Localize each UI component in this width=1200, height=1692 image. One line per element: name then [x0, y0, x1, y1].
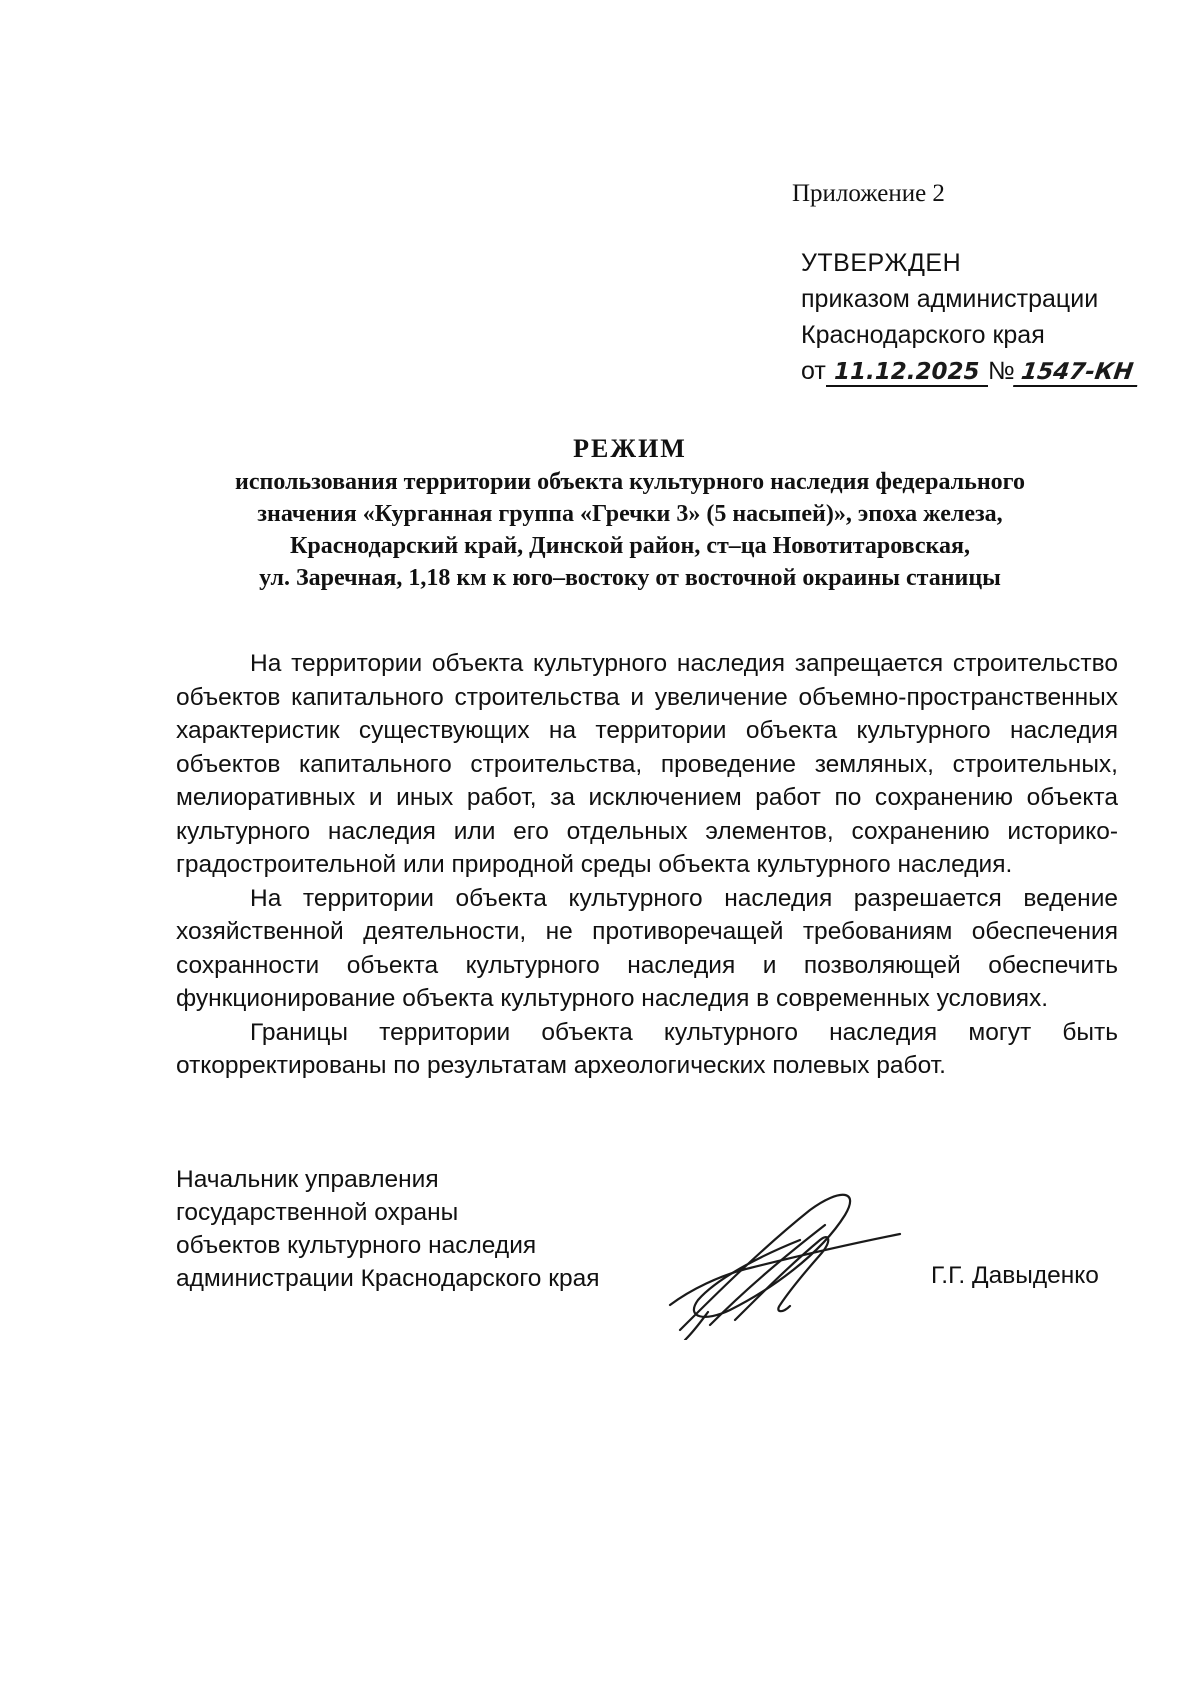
signatory-name: Г.Г. Давыденко	[931, 1262, 1099, 1289]
order-date-handwritten: 11.12.2025	[826, 359, 988, 387]
document-body	[176, 647, 1118, 1083]
order-number-handwritten: 1547-КН	[1013, 359, 1141, 387]
position-line-3: объектов культурного наследия	[176, 1232, 537, 1259]
signatory-position	[176, 1163, 599, 1295]
document-title	[170, 433, 1090, 594]
approval-block	[801, 245, 1139, 389]
order-reference	[801, 353, 1139, 389]
title-line-1: использования территории объекта культурного наследия федерального	[235, 469, 1025, 495]
title-line-3: Краснодарский край, Динской район, ст–ца Новотитаровская,	[290, 533, 970, 559]
order-from-label: от	[801, 357, 826, 385]
order-number-label: №	[987, 357, 1015, 385]
position-line-2: государственной охраны	[176, 1199, 459, 1226]
approval-line-1: приказом администрации	[801, 285, 1099, 313]
title-line-4: ул. Заречная, 1,18 км к юго–востоку от восточной окраины станицы	[259, 565, 1001, 591]
approval-line-2: Краснодарского края	[801, 321, 1045, 349]
paragraph-boundaries: Границы территории объекта культурного наследия могут быть откорректированы по результатам археологических полевых работ.	[176, 1018, 1118, 1079]
title-main: РЕЖИМ	[573, 434, 687, 463]
approval-heading: УТВЕРЖДЕН	[801, 249, 962, 277]
title-line-2: значения «Курганная группа «Гречки 3» (5 насыпей)», эпоха железа,	[257, 501, 1003, 527]
annex-label: Приложение 2	[792, 180, 945, 207]
handwritten-signature	[650, 1180, 910, 1340]
paragraph-prohibitions: На территории объекта культурного наследия запрещается строительство объектов капитального строительства и увеличение объемно-пространственных характеристик существующих на территории объекта культурного наследия объектов капитального строительства, проведение земляных, строительных, мелиоративных и иных работ, за исключением работ по сохранению объекта культурного наследия или его отдельных элементов, сохранению историко-градостроительной или природной среды объекта культурного наследия.	[176, 650, 1118, 878]
paragraph-permissions: На территории объекта культурного наследия разрешается ведение хозяйственной деятельности, не противоречащей требованиям обеспечения сохранности объекта культурного наследия и позволяющей обеспечить функционирование объекта культурного наследия в современных условиях.	[176, 884, 1118, 1012]
position-line-4: администрации Краснодарского края	[176, 1265, 600, 1292]
position-line-1: Начальник управления	[176, 1166, 439, 1193]
